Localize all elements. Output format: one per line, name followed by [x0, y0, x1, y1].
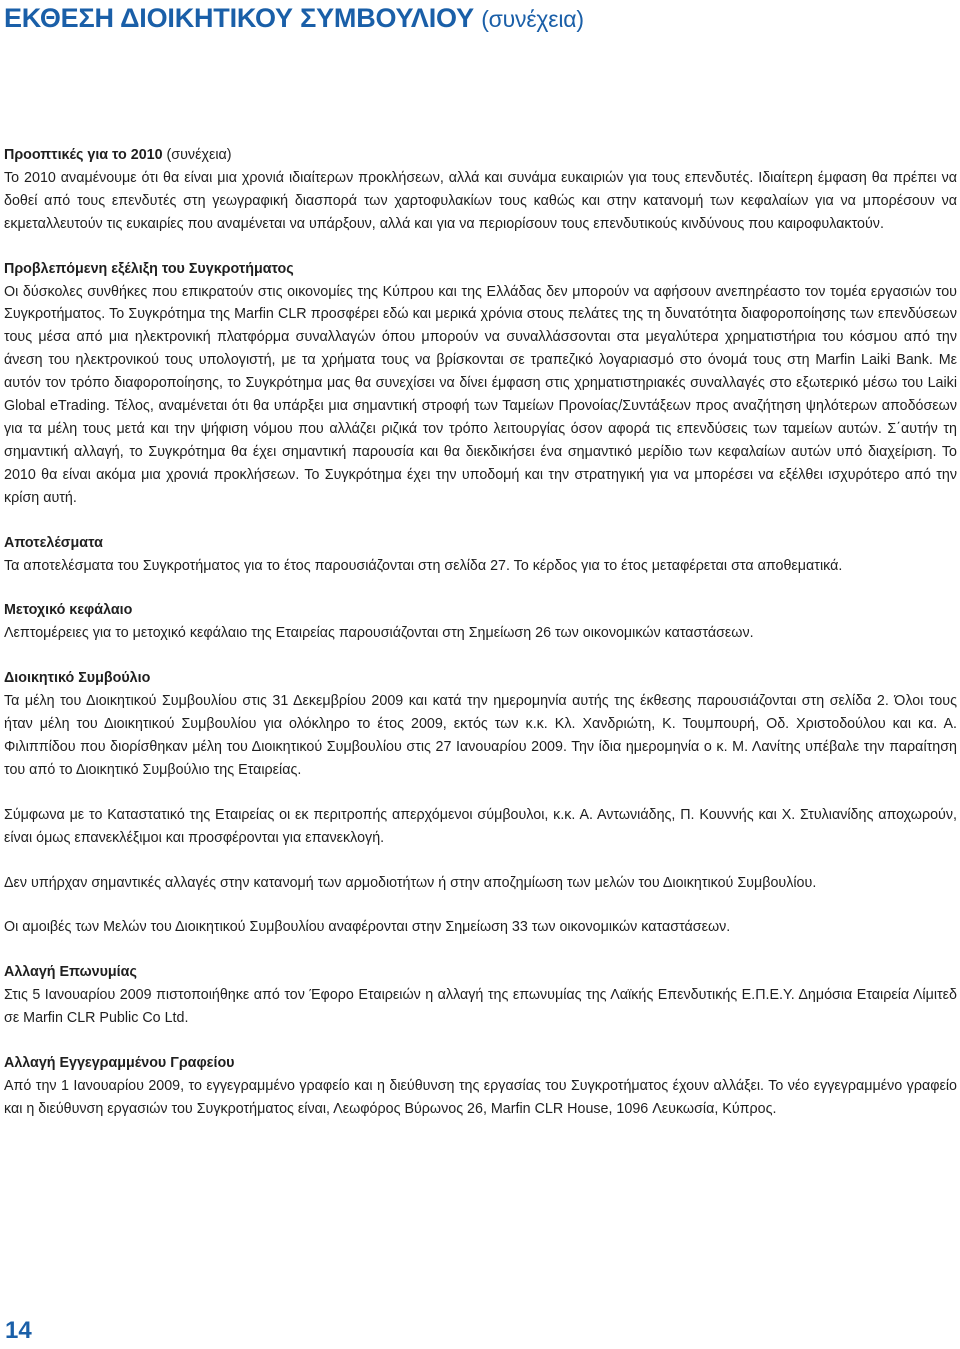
section-heading: Αποτελέσματα [4, 534, 103, 551]
section-board [4, 667, 957, 939]
report-body [4, 144, 957, 1121]
page-title-suffix: (συνέχεια) [481, 6, 584, 32]
section-prospects [4, 144, 957, 236]
page-title-main: ΕΚΘΕΣΗ ΔΙΟΙΚΗΤΙΚΟΥ ΣΥΜΒΟΥΛΙΟΥ [4, 3, 474, 33]
paragraph-gap [4, 850, 957, 872]
section-heading: Διοικητικό Συμβούλιο [4, 670, 151, 687]
section-paragraph: Τα αποτελέσματα του Συγκροτήματος για το έτος παρουσιάζονται στη σελίδα 27. Το κέρδος για το έτος μεταφέρεται στα αποθεματικά. [4, 557, 843, 574]
paragraph-gap [4, 782, 957, 804]
paragraph-gap [4, 894, 957, 916]
section-paragraph: Οι αμοιβές των Μελών του Διοικητικού Συμβουλίου αναφέρονται στην Σημείωση 33 των οικονομικών καταστάσεων. [4, 919, 731, 936]
section-heading: Αλλαγή Εγγεγραμμένου Γραφείου [4, 1055, 235, 1072]
section-paragraph: Σύμφωνα με το Καταστατικό της Εταιρείας οι εκ περιτροπής απερχόμενοι σύμβουλοι, κ.κ. Α. Αντωνιάδης, Π. Κουννής και Χ. Στυλιανίδης αποχωρούν, είναι όμως επανεκλέξιμοι και προσφέρονται για επανεκλογή. [4, 806, 957, 846]
section-heading: Προβλεπόμενη εξέλιξη του Συγκροτήματος [4, 260, 294, 277]
section-share-capital [4, 599, 957, 645]
section-office-change [4, 1052, 957, 1121]
section-paragraph: Λεπτομέρειες για το μετοχικό κεφάλαιο της Εταιρείας παρουσιάζονται στη Σημείωση 26 των οικονομικών καταστάσεων. [4, 625, 754, 642]
heading-text: Προοπτικές για το 2010 [4, 147, 163, 163]
section-paragraph: Οι δύσκολες συνθήκες που επικρατούν στις οικονομίες της Κύπρου και της Ελλάδας δεν μπορούν να αφήσουν ανεπηρέαστο τον τομέα εργασιών του Συγκροτήματος. Το Συγκρότημα της Marfin CLR προσφέρει εδώ και μερικά χρόνια στους πελάτες της τη δυνατότητα διαφοροποίησης των επενδύσεων τους μέσα από μια ηλεκτρονική πλατφόρμα συναλλαγών όπου μπορούν να συναλλάσσονται στα μεγαλύτερα χρηματιστήρια του κόσμου από την άνεση του ηλεκτρονικού τους υπολογιστή, με τα χρήματα τους να βρίσκονται σε τραπεζικό λογαριασμό στο όνομά τους στη Marfin Laiki Bank. Με αυτόν τον τρόπο διαφοροποίησης, το Συγκρότημα μας θα συνεχίσει να δίνει έμφαση στις χρηματιστηριακές συναλλαγές στο εξωτερικό μέσω του Laiki Global eTrading. Τέλος, αναμένεται ότι θα υπάρξει μια σημαντική στροφή των Ταμείων Προνοίας/Συντάξεων προς αναζήτηση ψηλότερων αποδόσεων για τα μέλη τους μετά και την ψήφιση νόμου που αλλάζει ριζικά τον τρόπο λειτουργίας όσον αφορά τις επενδύσεις των ταμείων αυτών. Σ΄αυτήν τη σημαντική αλλαγή, το Συγκρότημα θα έχει σημαντική παρουσία και θα διεκδικήσει ένα σημαντικό μερίδιο των κεφαλαίων αυτών υπό διαχείριση. Το 2010 θα είναι ακόμα μια χρονιά προκλήσεων. Το Συγκρότημα έχει την υποδομή και την στρατηγική για να μπορέσει να εξέλθει ισχυρότερο από την κρίση αυτή. [4, 283, 957, 506]
heading-suffix: (συνέχεια) [166, 147, 232, 163]
page-title [4, 0, 584, 37]
section-heading: Μετοχικό κεφάλαιο [4, 602, 133, 619]
section-paragraph: Δεν υπήρχαν σημαντικές αλλαγές στην κατανομή των αρμοδιοτήτων ή στην αποζημίωση των μελών του Διοικητικού Συμβουλίου. [4, 874, 817, 891]
section-results [4, 532, 957, 578]
section-development [4, 258, 957, 510]
section-paragraph: Τα μέλη του Διοικητικού Συμβουλίου στις 31 Δεκεμβρίου 2009 και κατά την ημερομηνία αυτής της έκθεσης παρουσιάζονται στη σελίδα 2. Όλοι τους ήταν μέλη του Διοικητικού Συμβουλίου για ολόκληρο το έτος 2009, εκτός των κ.κ. Κλ. Χανδριώτη, Κ. Τουμπουρή, Οδ. Χριστοδούλου και κα. Α. Φιλιππίδου που διορίσθηκαν μέλη του Διοικητικού Συμβουλίου στις 27 Ιανουαρίου 2009. Την ίδια ημερομηνία ο κ. Μ. Λανίτης υπέβαλε την παραίτηση του από το Διοικητικό Συμβούλιο της Εταιρείας. [4, 693, 957, 778]
section-paragraph: Το 2010 αναμένουμε ότι θα είναι μια χρονιά ιδιαίτερων προκλήσεων, αλλά και συνάμα ευκαιριών για τους επενδυτές. Ιδιαίτερη έμφαση θα πρέπει να δοθεί από τους επενδυτές στη γεωγραφική διασπορά των χαρτοφυλακίων τους καθώς και στην κατανομή των κεφαλαίων για να μπορέσουν να εκμεταλλευτούν τις ευκαιρίες που αναμένεται να υπάρξουν, αλλά και για να περιορίσουν τους επενδυτικούς κινδύνους που καιροφυλακτούν. [4, 169, 957, 232]
section-name-change [4, 961, 957, 1030]
section-paragraph: Από την 1 Ιανουαρίου 2009, το εγγεγραμμένο γραφείο και η διεύθυνση της εργασίας του Συγκροτήματος έχουν αλλάξει. Το νέο εγγεγραμμένο γραφείο και η διεύθυνση εργασιών του Συγκροτήματος είναι, Λεωφόρος Βύρωνος 26, Marfin CLR House, 1096 Λευκωσία, Κύπρος. [4, 1078, 957, 1117]
section-heading [4, 144, 957, 167]
page-number: 14 [5, 1317, 32, 1344]
section-heading: Αλλαγή Επωνυμίας [4, 964, 137, 981]
section-paragraph: Στις 5 Ιανουαρίου 2009 πιστοποιήθηκε από τον Έφορο Εταιρειών η αλλαγή της επωνυμίας της Λαϊκής Επενδυτικής Ε.Π.Ε.Υ. Δημόσια Εταιρεία Λίμιτεδ σε Marfin CLR Public Co Ltd. [4, 987, 957, 1027]
